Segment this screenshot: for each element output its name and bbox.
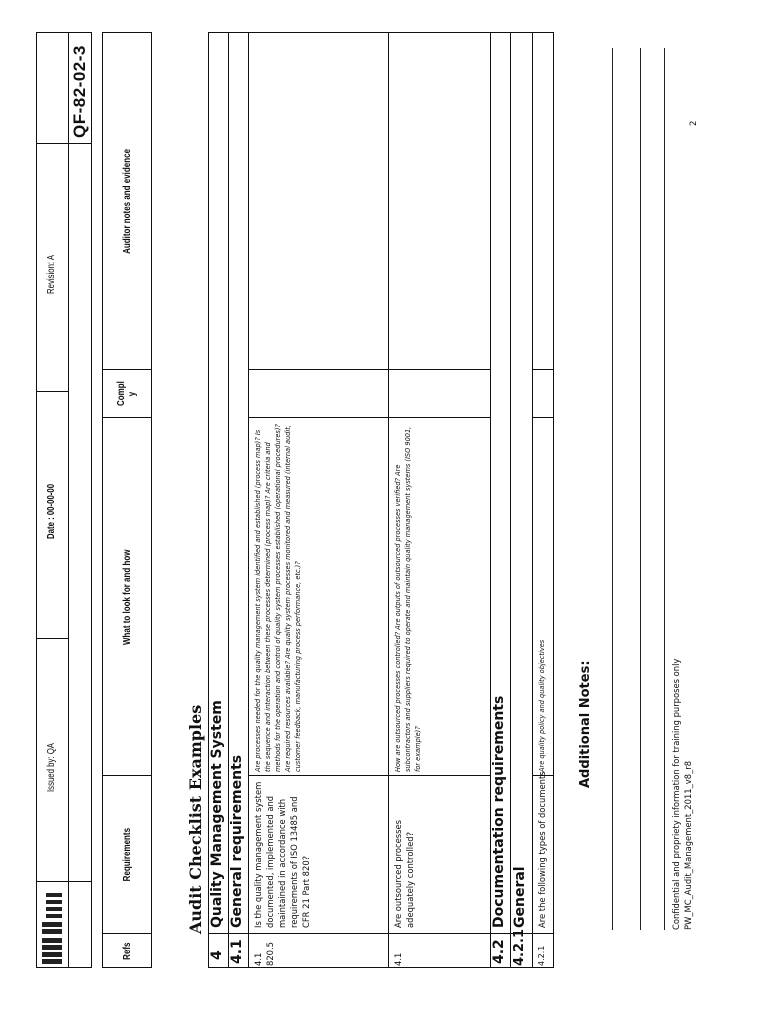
logo-graphic (38, 884, 66, 966)
row-1-notes-cell[interactable] (249, 33, 389, 369)
section-4-2-1-row (510, 32, 532, 968)
company-logo (38, 884, 66, 966)
section-4-2-number: 4.2 (491, 939, 507, 964)
section-4-2-1-title: General (512, 866, 528, 928)
row-1-requirement: Is the quality management system documented, implemented and maintained in accordance with requirements of ISO 13485 and CFR 21 Part 820? (253, 781, 311, 928)
revision-cell (36, 144, 68, 392)
section-4-number: 4 (209, 950, 225, 960)
row-2-notes-cell[interactable] (389, 33, 490, 369)
what-to-look-column-header: What to look for and how (121, 549, 133, 645)
row-1-ref: 4.1 820.5 (253, 942, 275, 966)
requirements-column-header: Requirements (121, 828, 133, 882)
row-3-requirement: Are the following types of documents (537, 771, 547, 928)
row-3-ref: 4.2.1 (537, 945, 546, 966)
section-4-2-1-number: 4.2.1 (512, 928, 527, 966)
notes-line-1[interactable] (612, 48, 613, 930)
row-3-comply-cell[interactable] (533, 371, 553, 417)
issued-by: Issued by: QA (46, 743, 57, 792)
date-cell (36, 392, 68, 639)
comply-column-header: Compl y (116, 381, 138, 406)
refs-column-header: Refs (121, 942, 133, 960)
auditor-notes-column-header: Auditor notes and evidence (121, 148, 133, 254)
row-2-comply-cell[interactable] (389, 371, 490, 417)
footer-confidential: Confidential and propriety information for training purposes only (671, 658, 681, 930)
row-2-ref: 4.1 (393, 952, 403, 966)
document-revision: Revision: A (46, 254, 57, 294)
doc-title: Audit Checklist Examples (186, 704, 205, 934)
section-4-1-row (228, 32, 248, 968)
document-date: Date : 00-00-00 (46, 483, 57, 539)
row-2-what-to-look: How are outsourced processes controlled? Are outputs of outsourced processes verified? Are subcontractors and suppliers required to operate and maintain quality management systems (ISO 9001, for example)? (394, 426, 422, 772)
document-number: QF-82-02-3 (70, 45, 89, 138)
section-4-title: Quality Management System (209, 700, 225, 928)
notes-line-3[interactable] (664, 48, 665, 930)
doc-number-cell (36, 32, 92, 144)
row-2-requirement: Are outsourced processes adequately controlled? (393, 819, 415, 928)
notes-line-2[interactable] (640, 48, 641, 930)
logo-text (38, 962, 39, 966)
row-3-what-to-look: Are quality policy and quality objectives (538, 639, 546, 772)
additional-notes-title: Additional Notes: (578, 660, 593, 788)
footer-document-id: PW_MC_Audit_Management_2011_v8_r8 (683, 760, 693, 930)
row-1-comply-cell[interactable] (249, 371, 389, 417)
section-4-1-title: General requirements (229, 754, 245, 928)
section-4-2-title: Documentation requirements (491, 695, 507, 928)
section-4-1-number: 4.1 (229, 939, 245, 964)
issued-by-cell (36, 639, 68, 882)
section-4-2-row (490, 32, 510, 968)
row-3-notes-cell[interactable] (533, 33, 553, 369)
section-4-row (208, 32, 228, 968)
row-1-what-to-look: Are processes needed for the quality management system identified and established (process map)? Is the sequence and interaction between these processes determined (process map)? Are criteria and methods for the operation and control of quality system processes established (operational procedures)? Are required resources available? Are quality system processes monitored and measured (internal audit, customer feedback, manufacturing process performance, etc.)? (254, 424, 302, 772)
page-number: 2 (688, 120, 698, 126)
